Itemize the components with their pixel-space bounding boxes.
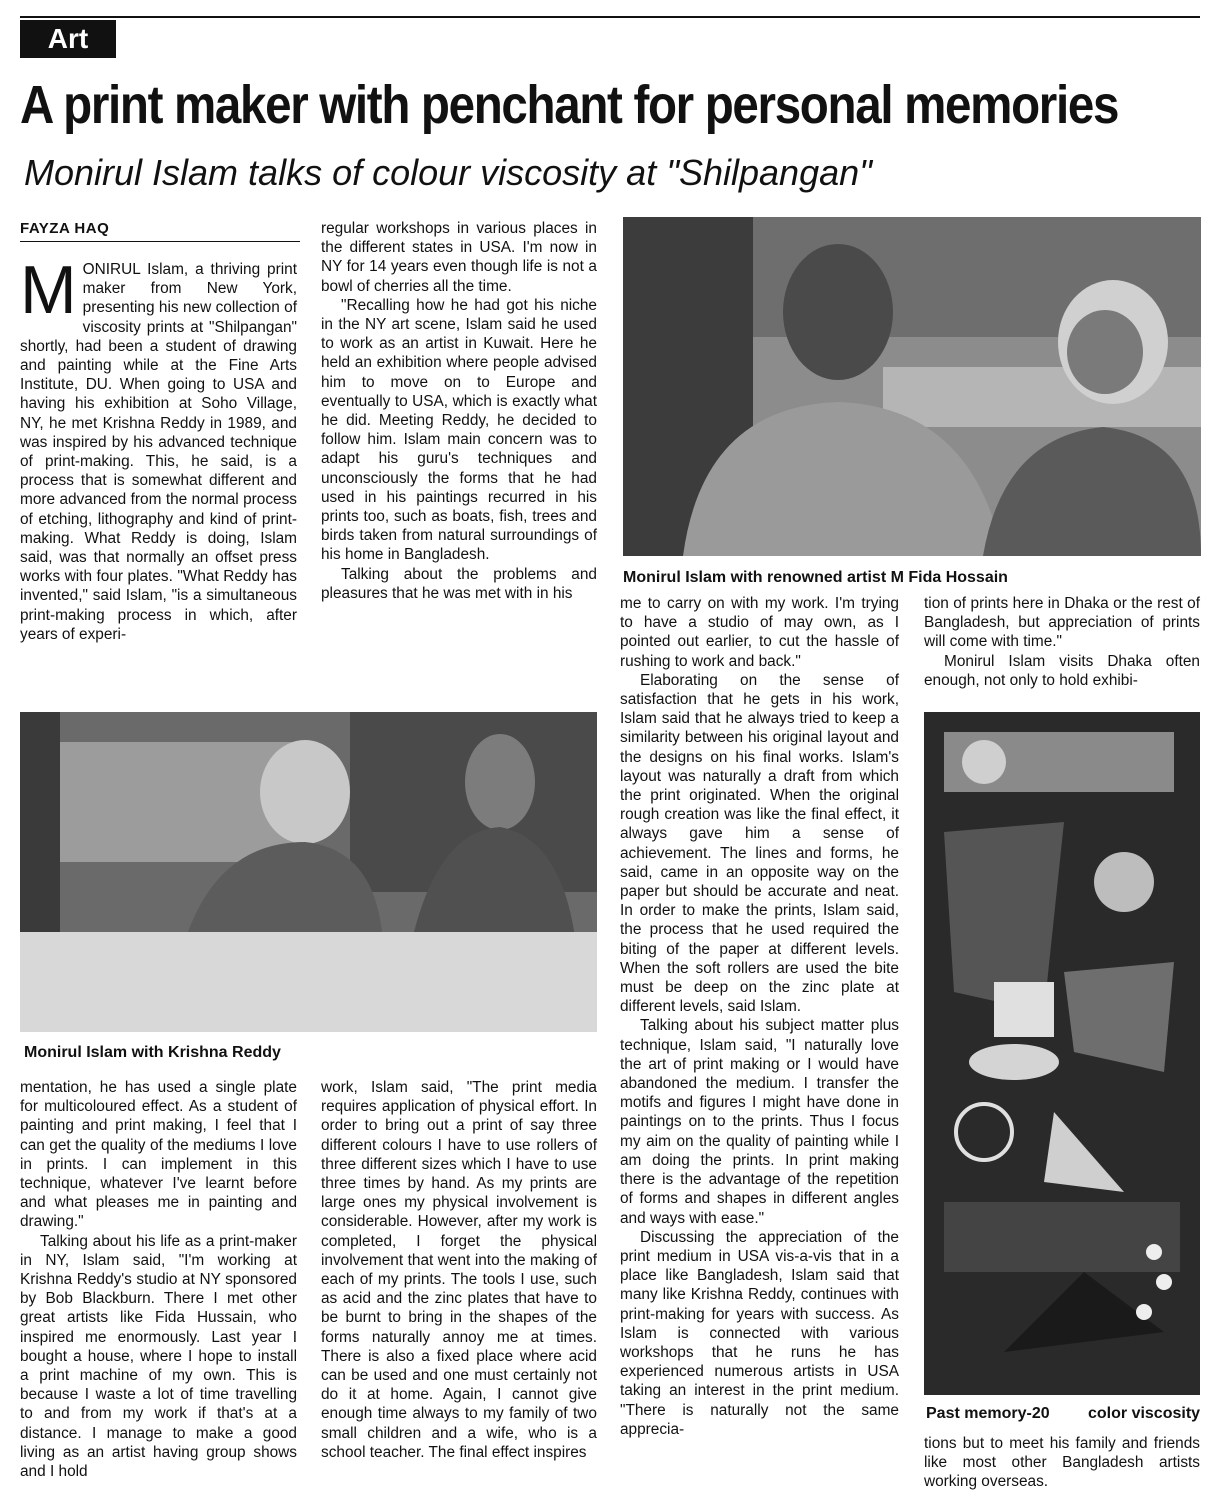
article-paragraph: mentation, he has used a single plate for multicoloured effect. As a student of painting and print making, I feel that I can get the quality of the mediums I love in prints. I can implement in this technique, whatever I've learnt before and what pleases me in painting and drawing." <box>20 1079 297 1231</box>
article-paragraph: work, Islam said, "The print media requires application of physical effort. In order to bring out a print of say three different colours I have to use rollers of three different sizes which I have to use three times by hand. As my prints are large ones my physical involvement is considerable. However, after my work is completed, I forget the physical involvement that went into the making of each of my prints. The tools I use, such as acid and the zinc plates that have to be burnt to bring in the shapes of the forms naturally annoy me at times. There is also a fixed place where acid can be used and one must certainly not do it at home. Again, I cannot give enough time always to my family of two small children and a wife, who is a school teacher. The final effect inspires <box>321 1079 597 1461</box>
article-paragraph: Talking about his subject matter plus technique, Islam said, "I naturally love the art of print making or I would have abandoned the medium. I transfer the motifs and figures I might have done in paintings on to the prints. Thus I focus my aim on the quality of painting while I am doing the prints. In print making there is the advantage of the repetition of forms and shapes in different angles and ways with ease." <box>620 1017 899 1227</box>
byline: FAYZA HAQ <box>20 220 110 237</box>
article-paragraph: me to carry on with my work. I'm trying to have a studio of may own, as I pointed out earlier, to cut the hassle of rushing to work and back." <box>620 595 899 670</box>
article-paragraph: "Recalling how he had got his niche in the NY art scene, Islam said he used to work as an artist in Kuwait. Here he held an exhibition where people advised him to move on to Europe and eventually to USA, which is exactly what he did. Meeting Reddy, he decided to follow him. Islam main concern was to adapt his guru's techniques and unconsciously the forms that he had used in his paintings recurred in his prints too, such as boats, fish, trees and birds taken from natural surroundings of his home in Bangladesh. <box>321 296 597 564</box>
article-column-3 <box>620 594 899 1439</box>
photo3-caption-medium: color viscosity <box>1088 1405 1201 1422</box>
article-paragraph: Talking about his life as a print-maker in NY, Islam said, "I'm working at Krishna Reddy's studio at NY sponsored by Bob Blackburn. There I met other great artists like Fida Hussain, who inspired me enormously. Last year I bought a house, where I hope to install a print machine of my own. This is because I waste a lot of time travelling to and from my work if that's at a distance. I manage to make a good living as an artist having group shows and I hold <box>20 1232 297 1481</box>
article-column-4-top <box>924 594 1200 690</box>
article-paragraph: Elaborating on the sense of satisfaction that he gets in his work, Islam said that he always tried to keep a similarity between his original layout and the designs on his final works. Islam's layout was naturally a draft from which the print originated. When the original rough creation was like the final effect, it always gave him a sense of achievement. The lines and forms, he said, came in an opposite way on the paper but should be accurate and neat. In order to make the prints, Islam said, the process that he used required the biting of the paper at different levels. When the soft rollers are used the bite must be deep on the zinc plate at different levels, said Islam. <box>620 671 899 1016</box>
article-column-1-top <box>20 252 297 644</box>
byline-rule <box>20 241 300 242</box>
artwork-past-memory-20 <box>924 712 1200 1395</box>
article-column-1-bottom <box>20 1078 297 1481</box>
top-rule <box>20 16 1200 18</box>
article-paragraph: Talking about the problems and pleasures that he was met with in his <box>321 565 597 602</box>
photo1-caption: Monirul Islam with renowned artist M Fida Hossain <box>623 569 1008 586</box>
article-paragraph: regular workshops in various places in the different states in USA. I'm now in NY for 14 years even though life is not a bowl of cherries all the time. <box>321 220 597 295</box>
drop-cap: M <box>20 252 77 328</box>
headline: A print maker with penchant for personal memories <box>20 75 1119 135</box>
photo-islam-with-fida-hossain <box>623 217 1201 556</box>
photo3-caption-title: Past memory-20 <box>926 1405 1050 1422</box>
article-column-2-top <box>321 219 597 603</box>
article-paragraph: Monirul Islam visits Dhaka often enough, not only to hold exhibi- <box>924 652 1200 689</box>
article-column-4-bottom <box>924 1434 1200 1492</box>
article-paragraph: Discussing the appreciation of the print medium in USA vis-a-vis that in a place like Bangladesh, Islam said that many like Krishna Reddy, continues with print-making for years with success. As Islam is connected with various workshops that he runs he has experienced numerous artists in USA taking an interest in the print medium. "There is naturally not the same apprecia- <box>620 1228 899 1438</box>
article-paragraph: tions but to meet his family and friends like most other Bangladesh artists working overseas. <box>924 1435 1200 1491</box>
photo-islam-with-krishna-reddy <box>20 712 597 1032</box>
photo2-caption: Monirul Islam with Krishna Reddy <box>24 1044 281 1061</box>
section-tag: Art <box>20 20 116 58</box>
article-paragraph: MONIRUL Islam, a thriving print maker from New York, presenting his new collection of viscosity prints at "Shilpangan" shortly, had been a student of drawing and painting while at the Fine Arts Institute, DU. When going to USA and having his exhibition at Soho Village, NY, he met Krishna Reddy in 1989, and was inspired by his advanced technique of print-making. This, he said, is a process that is somewhat different and more advanced from the normal process of etching, lithography and kind of print-making. What Reddy is doing, Islam said, was that normally an offset press works with four plates. "What Reddy has invented," said Islam, "is a simultaneous print-making process in which, after years of experi- <box>20 252 297 643</box>
subheadline: Monirul Islam talks of colour viscosity at "Shilpangan" <box>24 152 872 193</box>
article-paragraph: tion of prints here in Dhaka or the rest of Bangladesh, but appreciation of prints will come with time." <box>924 595 1200 651</box>
article-column-2-bottom <box>321 1078 597 1462</box>
